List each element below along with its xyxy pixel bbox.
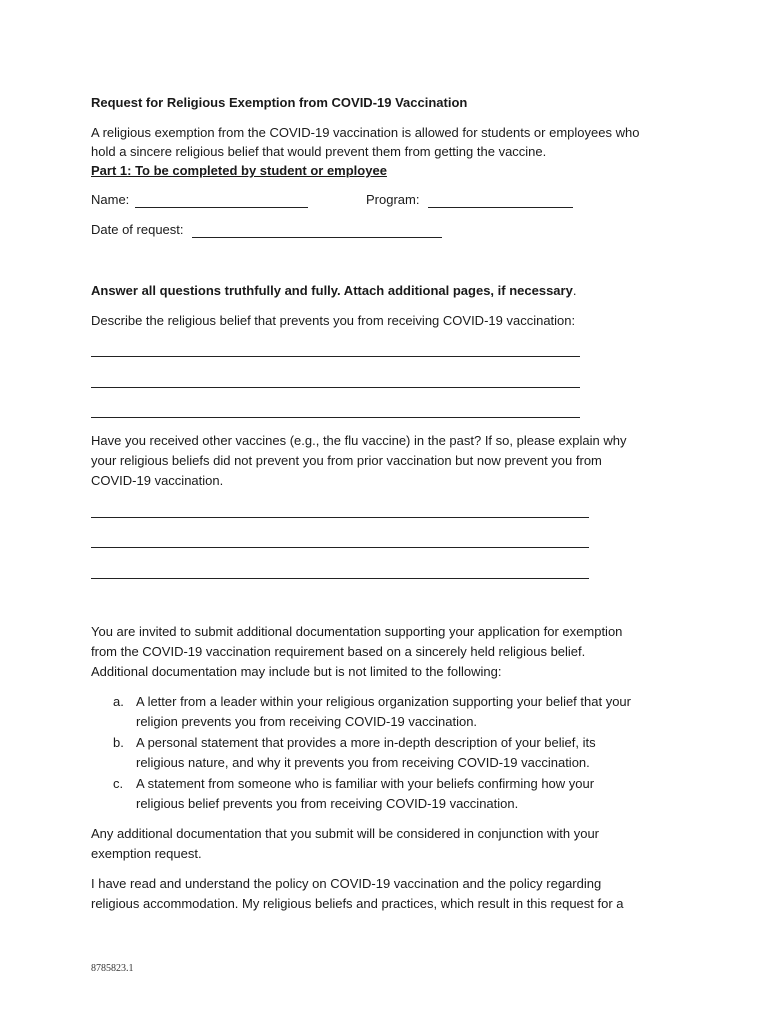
name-label: Name: bbox=[91, 192, 130, 207]
date-label: Date of request: bbox=[91, 222, 184, 237]
list-item-b-line-2: religious nature, and why it prevents you from receiving COVID-19 vaccination. bbox=[136, 755, 590, 770]
answer-2-line-3[interactable] bbox=[91, 578, 589, 579]
answer-1-line-3[interactable] bbox=[91, 417, 580, 418]
date-field-line[interactable] bbox=[192, 237, 442, 238]
documentation-line-2: from the COVID-19 vaccination requirement based on a sincerely held religious belief. bbox=[91, 644, 586, 659]
document-id: 8785823.1 bbox=[91, 963, 134, 974]
list-item-a-line-1: A letter from a leader within your religious organization supporting your belief that your bbox=[136, 694, 631, 709]
acknowledgement-line-2: religious accommodation. My religious beliefs and practices, which result in this request for a bbox=[91, 896, 624, 911]
instructions-period: . bbox=[572, 283, 577, 298]
conjunction-line-2: exemption request. bbox=[91, 846, 202, 861]
list-item-c-line-2: religious belief prevents you from receiving COVID-19 vaccination. bbox=[136, 796, 519, 811]
part1-heading: Part 1: To be completed by student or employee bbox=[91, 163, 387, 178]
acknowledgement-line-1: I have read and understand the policy on COVID-19 vaccination and the policy regarding bbox=[91, 876, 602, 891]
documentation-line-1: You are invited to submit additional documentation supporting your application for exemption bbox=[91, 624, 623, 639]
list-marker-a: a. bbox=[113, 694, 124, 709]
answer-2-line-1[interactable] bbox=[91, 517, 589, 518]
intro-line-2: hold a sincere religious belief that would prevent them from getting the vaccine. bbox=[91, 144, 547, 159]
answer-1-line-1[interactable] bbox=[91, 356, 580, 357]
instructions bbox=[91, 281, 576, 302]
documentation-line-3: Additional documentation may include but is not limited to the following: bbox=[91, 664, 502, 679]
intro-line-1: A religious exemption from the COVID-19 vaccination is allowed for students or employees who bbox=[91, 125, 640, 140]
question-2-line-2: your religious beliefs did not prevent you from prior vaccination but now prevent you from bbox=[91, 453, 602, 468]
list-marker-c: c. bbox=[113, 776, 124, 791]
page-title: Request for Religious Exemption from COVID-19 Vaccination bbox=[91, 95, 468, 110]
question-1: Describe the religious belief that prevents you from receiving COVID-19 vaccination: bbox=[91, 313, 576, 328]
list-item-c-line-1: A statement from someone who is familiar with your beliefs confirming how your bbox=[136, 776, 595, 791]
name-field-line[interactable] bbox=[135, 207, 308, 208]
question-2-line-1: Have you received other vaccines (e.g., the flu vaccine) in the past? If so, please explain why bbox=[91, 433, 627, 448]
question-2-line-3: COVID-19 vaccination. bbox=[91, 473, 224, 488]
answer-1-line-2[interactable] bbox=[91, 387, 580, 388]
list-item-a-line-2: religion prevents you from receiving COVID-19 vaccination. bbox=[136, 714, 478, 729]
program-field-line[interactable] bbox=[428, 207, 573, 208]
answer-2-line-2[interactable] bbox=[91, 547, 589, 548]
program-label: Program: bbox=[366, 192, 420, 207]
conjunction-line-1: Any additional documentation that you submit will be considered in conjunction with your bbox=[91, 826, 600, 841]
list-item-b-line-1: A personal statement that provides a more in-depth description of your belief, its bbox=[136, 735, 596, 750]
list-marker-b: b. bbox=[113, 735, 124, 750]
instructions-bold: Answer all questions truthfully and fully. Attach additional pages, if necessary bbox=[91, 283, 573, 298]
